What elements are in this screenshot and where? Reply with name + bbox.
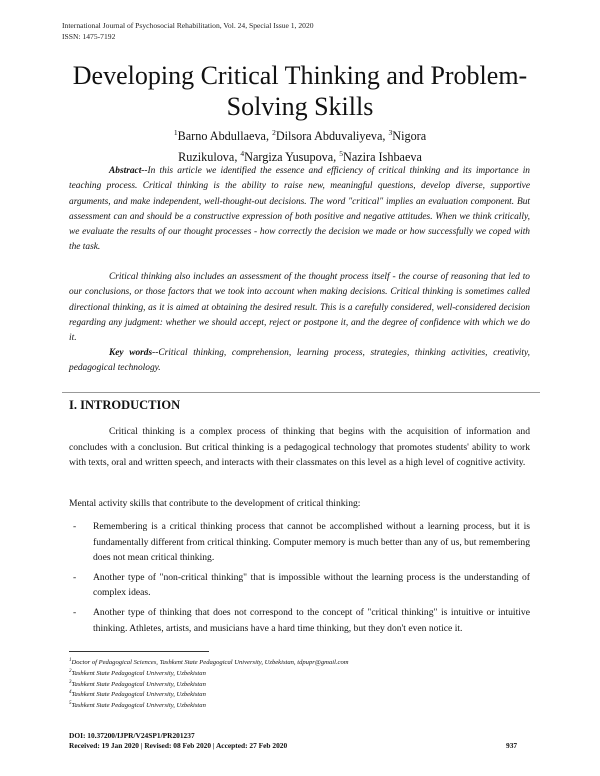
title-line-1: Developing Critical Thinking and Problem-	[72, 61, 528, 90]
author-name: Nazira Ishbaeva	[343, 150, 422, 165]
author-affil-num: 4	[240, 149, 245, 159]
footnote-rule	[69, 651, 209, 652]
issn: ISSN: 1475-7192	[62, 32, 116, 41]
title-line-2: Solving Skills	[226, 92, 374, 121]
abstract-paragraph-2: Critical thinking also includes an assessment of the thought process itself - the course of reasoning that led to our conclusions, or those factors that we took into account when making decisions. Critical thinking is sometimes called directional thinking, as it is aimed at obtaining the desired result. This is a carefully considered, well-considered decision regarding any judgment: whether we should accept, reject or postpone it, and the degree of confidence with which we do it.	[69, 272, 530, 344]
doi-block	[69, 731, 287, 751]
section-heading: I. INTRODUCTION	[69, 398, 181, 412]
paper-title	[60, 60, 540, 122]
footnote: $^3$Tashkent State Pedagogical University, Uzbekistan	[69, 679, 206, 688]
author-affil-num: 3	[388, 128, 393, 137]
author-affil-num: 2	[272, 128, 276, 137]
intro-paragraph-2: Mental activity skills that contribute to the development of critical thinking:	[69, 498, 361, 509]
footnote: $^5$Tashkent State Pedagogical University, Uzbekistan	[69, 701, 206, 710]
list-item: - Another type of thinking that does not correspond to the concept of "critical thinking" is intuitive or intuitive thinking. Athletes, artists, and musicians have a hard time thinking, but they don't even notice it.	[73, 606, 530, 634]
author-list	[150, 124, 450, 166]
publication-dates: Received: 19 Jan 2020 | Revised: 08 Feb 2020 | Accepted: 27 Feb 2020	[69, 741, 288, 750]
footnote: $^1$Doctor of Pedagogical Sciences, Tashkent State Pedagogical University, Uzbekistan, tdpupr@gmail.com	[69, 658, 349, 667]
author-name: Nargiza Yusupova,	[244, 150, 340, 165]
footnote: $^2$Tashkent State Pedagogical University, Uzbekistan	[69, 668, 206, 677]
abstract-label: Abstract--	[109, 166, 148, 176]
keywords-label: Key words--	[109, 348, 159, 358]
running-head	[62, 20, 314, 42]
dash-bullet: -	[73, 606, 77, 618]
footnote: $^4$Tashkent State Pedagogical University, Uzbekistan	[69, 690, 206, 699]
dash-bullet: -	[73, 521, 77, 532]
abstract-paragraph-1	[69, 164, 530, 256]
author-affil-num: 5	[339, 149, 344, 159]
page-number: 937	[506, 741, 518, 750]
list-item: - Remembering is a critical thinking process that cannot be accomplished without a learning process, but it is fundamentally different from critical thinking. Computer memory is much better than any of us, but remembering does not mean critical thinking.	[73, 521, 530, 564]
author-affil-num: 1	[173, 128, 178, 137]
footnotes	[69, 657, 349, 711]
abstract-text: In this article we identified the essence and efficiency of critical thinking and its importance in teaching process. Critical thinking is the ability to raise new, meaningful questions, develop diverse, supportive arguments, and make independent, well-thought-out decisions. The word "critical" implies an evaluation component. But assessment can and should be a constructive expression of both positive and negative attitudes. When we think critically, we evaluate the results of our thought processes - how correctly the decision we made or how successfully we coped with the task.	[69, 166, 530, 253]
doi: DOI: 10.37200/IJPR/V24SP1/PR201237	[69, 731, 195, 740]
author-name: Barno Abdullaeva,	[177, 129, 273, 144]
intro-paragraph-1: Critical thinking is a complex process of thinking that begins with the acquisition of information and concludes with a conclusion. But critical thinking is a pedagogical technology that promotes students' ability to work with texts, oral and written speech, and interacts with their classmates on this level as a high level of cognitive activity.	[69, 426, 530, 469]
author-name: Nigora Ruzikulova,	[178, 129, 427, 165]
skills-list	[69, 519, 530, 640]
section-divider	[62, 392, 540, 393]
keywords-text: Critical thinking, comprehension, learning process, strategies, thinking activities, creativity, pedagogical technology.	[69, 348, 530, 374]
dash-bullet: -	[73, 571, 77, 583]
journal-citation: International Journal of Psychosocial Rehabilitation, Vol. 24, Special Issue 1, 2020	[62, 21, 314, 30]
author-name: Dilsora Abduvaliyeva,	[275, 129, 389, 144]
list-item: - Another type of "non-critical thinking" that is impossible without the learning process is the understanding of complex ideas.	[73, 571, 530, 599]
keywords	[69, 346, 530, 377]
